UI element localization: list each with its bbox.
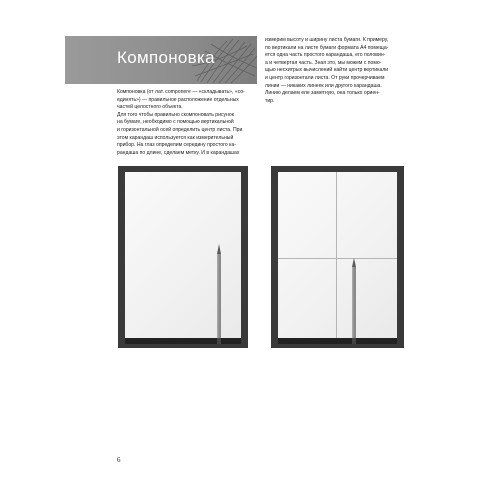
photo-sheet-with-axes	[271, 166, 404, 348]
header-banner	[65, 36, 257, 84]
page-title: Компоновка	[117, 48, 215, 67]
paper-sheet	[278, 172, 397, 341]
pencil-icon	[351, 258, 357, 344]
photo-shadow	[278, 338, 397, 344]
page-number: 6	[117, 456, 121, 464]
paragraph-left: Компоновка (от лат. componere — «складывать», «со- единять») — правильное расположение отдельных частей целостного объекта. Для того чтобы правильно скомпоновать рисунок на бумаге, необходимо с помощью вертикальной и горизонтальной осей определить центр листа. При этом карандаш используется как измерительный прибор. На глаз определим середину простого ка- рандаша по длине, сделаем метку. И в карандашах	[117, 89, 245, 156]
text-column-left	[117, 89, 281, 157]
horizontal-axis-line	[278, 258, 397, 259]
paragraph-right: измерим высоту и ширину листа бумаги. К примеру, по вертикали на листе бумаги формата А4 помеща- ется одна часть простого карандаша, его половин- а и четвертая часть. Зная это, мы можем с помо- щью несхитрых вычислений найти центр вертикали и центр горизонтали листа. От руки прочерчиваем линии — никаких линеек или другого карандаша. Линию делаем еле заметную, она только ориен- тир.	[265, 37, 389, 104]
photo-shadow	[125, 338, 241, 344]
vertical-axis-line	[336, 172, 337, 341]
text-column-right	[265, 37, 435, 105]
pencil-icon	[216, 244, 222, 344]
photo-blank-sheet	[118, 166, 248, 348]
paper-sheet	[125, 172, 241, 341]
